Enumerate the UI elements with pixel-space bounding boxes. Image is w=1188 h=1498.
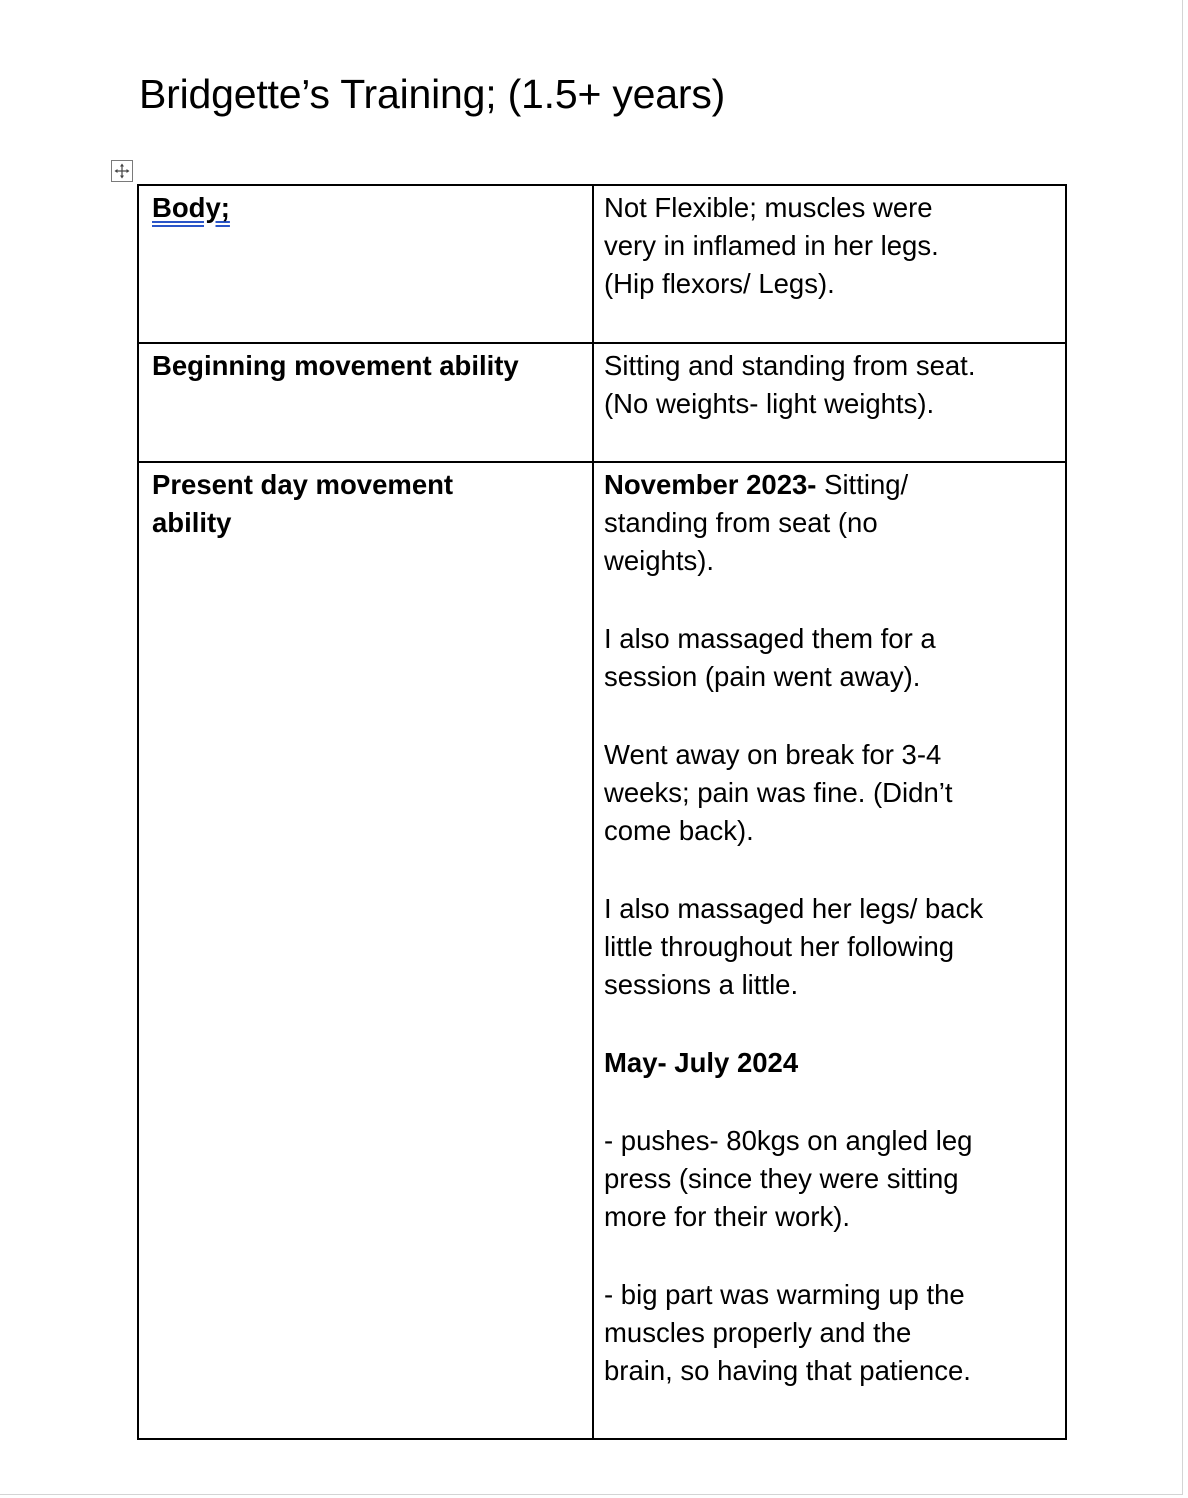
november-text-start: Sitting/ <box>816 469 909 500</box>
pushes-line-3: more for their work). <box>604 1201 851 1232</box>
table-row <box>138 343 1066 462</box>
row-label-cell <box>138 343 593 462</box>
training-table <box>137 184 1067 1440</box>
november-line-3: weights). <box>604 545 715 576</box>
body-line-1: Not Flexible; muscles were <box>604 192 933 223</box>
pushes-paragraph <box>604 1122 1055 1236</box>
november-paragraph <box>604 466 1055 580</box>
table-move-handle[interactable] <box>111 160 133 182</box>
november-line-2: standing from seat (no <box>604 507 878 538</box>
warmup-line-3: brain, so having that patience. <box>604 1355 971 1386</box>
body-line-3: (Hip flexors/ Legs). <box>604 268 835 299</box>
move-arrows-icon <box>114 163 130 179</box>
table-row <box>138 462 1066 1439</box>
legs-line-2: little throughout her following <box>604 931 955 962</box>
warmup-line-1: - big part was warming up the <box>604 1279 965 1310</box>
break-paragraph <box>604 736 1055 850</box>
legs-line-3: sessions a little. <box>604 969 799 1000</box>
pushes-line-2: press (since they were sitting <box>604 1163 959 1194</box>
document-title: Bridgette’s Training; (1.5+ years) <box>139 71 726 117</box>
beginning-movement-label: Beginning movement ability <box>152 350 519 381</box>
row-content-cell <box>593 462 1066 1439</box>
beginning-line-1: Sitting and standing from seat. <box>604 350 976 381</box>
massage-paragraph <box>604 620 1055 696</box>
warmup-paragraph <box>604 1276 1055 1390</box>
massage-line-2: session (pain went away). <box>604 661 921 692</box>
massage-line-1: I also massaged them for a <box>604 623 936 654</box>
break-line-2: weeks; pain was fine. (Didn’t <box>604 777 953 808</box>
may-july-heading: May- July 2024 <box>604 1047 799 1078</box>
present-movement-label-line-1: Present day movement <box>152 469 454 500</box>
break-line-1: Went away on break for 3-4 <box>604 739 942 770</box>
break-line-3: come back). <box>604 815 754 846</box>
row-content-cell <box>593 343 1066 462</box>
legs-line-1: I also massaged her legs/ back <box>604 893 984 924</box>
present-movement-label-line-2: ability <box>152 507 232 538</box>
row-label-cell <box>138 185 593 343</box>
body-line-2: very in inflamed in her legs. <box>604 230 939 261</box>
body-label: Body; <box>152 192 230 223</box>
november-heading: November 2023- <box>604 469 817 500</box>
warmup-line-2: muscles properly and the <box>604 1317 912 1348</box>
legs-massage-paragraph <box>604 890 1055 1004</box>
beginning-line-2: (No weights- light weights). <box>604 388 935 419</box>
row-label-cell <box>138 462 593 1439</box>
table-row <box>138 185 1066 343</box>
pushes-line-1: - pushes- 80kgs on angled leg <box>604 1125 973 1156</box>
row-content-cell <box>593 185 1066 343</box>
